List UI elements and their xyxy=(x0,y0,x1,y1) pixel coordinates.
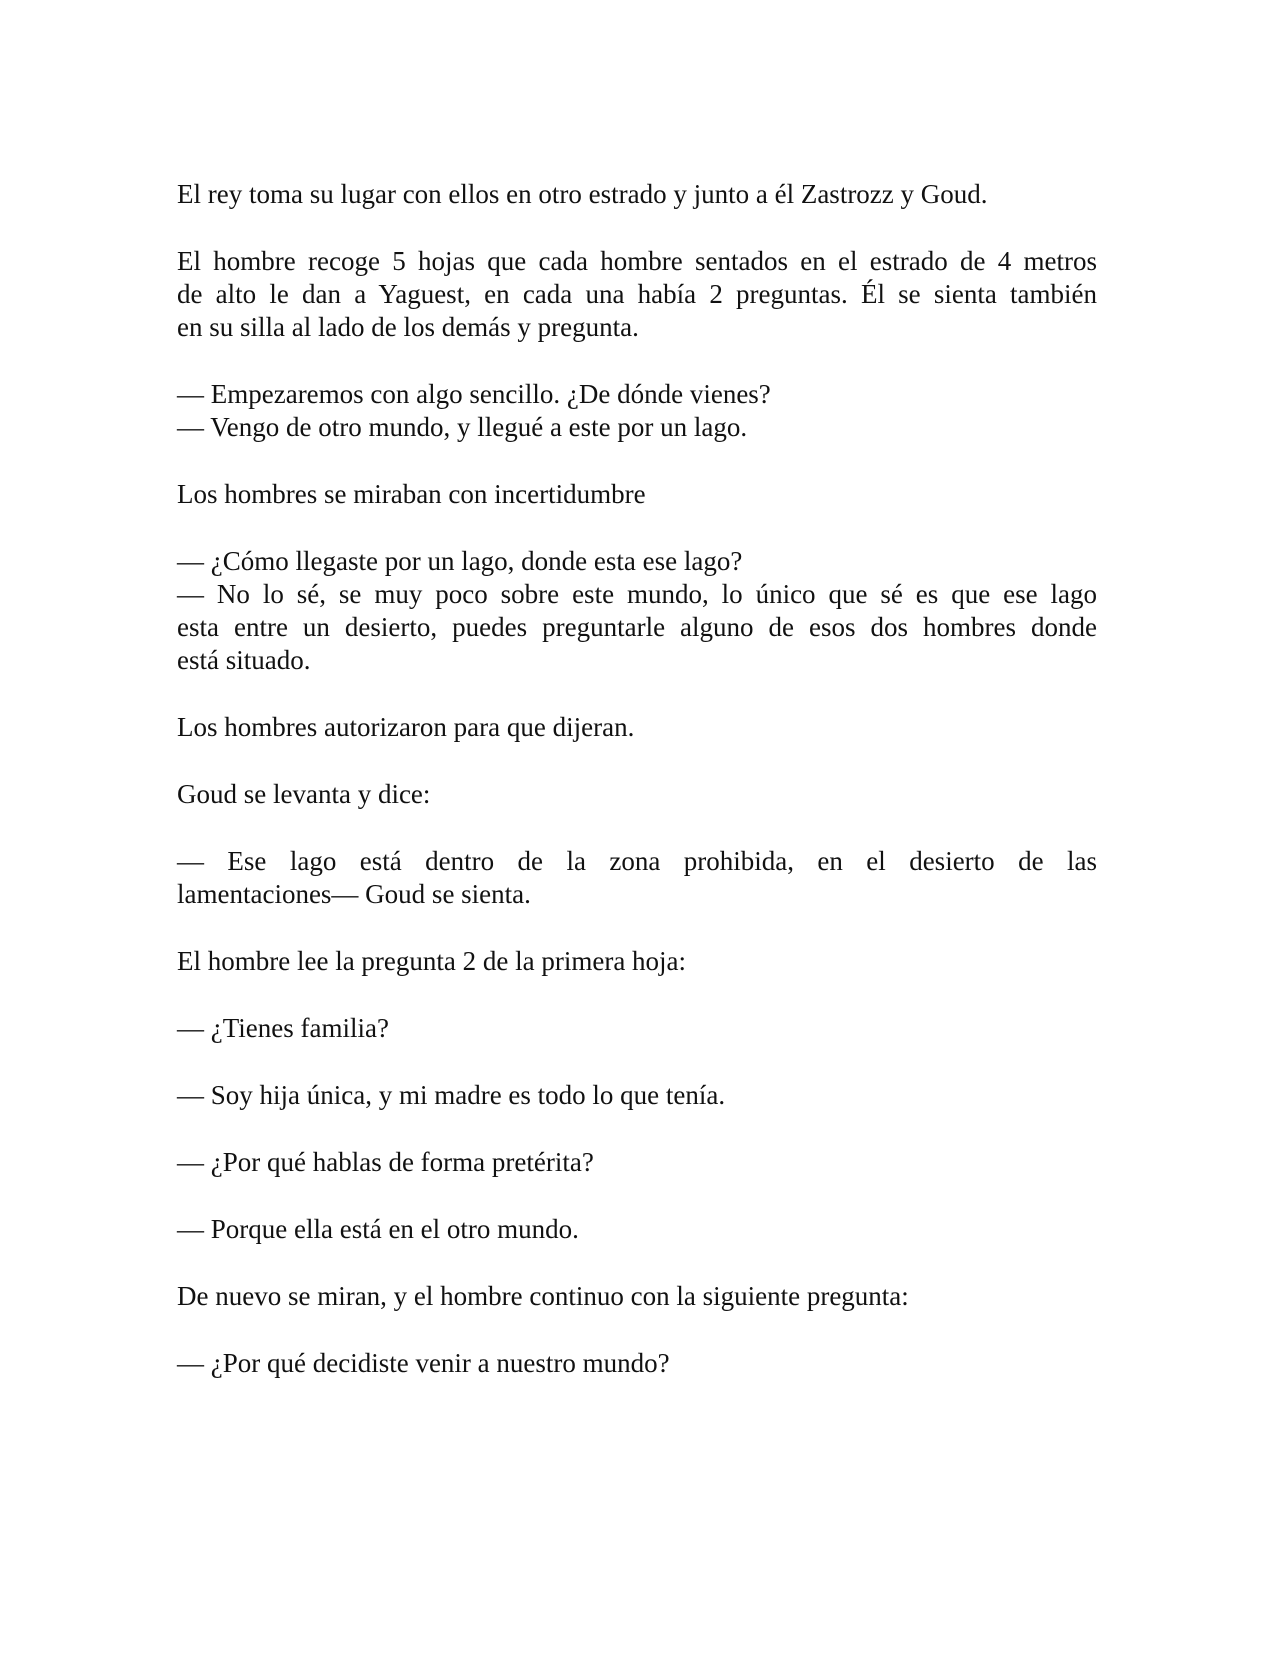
paragraph xyxy=(177,1347,1097,1380)
text-line: El hombre lee la pregunta 2 de la primera hoja: xyxy=(177,946,687,976)
document-body xyxy=(177,178,1097,1414)
paragraph xyxy=(177,1079,1097,1112)
paragraph xyxy=(177,778,1097,811)
text-line: — Porque ella está en el otro mundo. xyxy=(177,1214,579,1244)
paragraph xyxy=(177,1213,1097,1246)
paragraph xyxy=(177,1146,1097,1179)
text-line: — Vengo de otro mundo, y llegué a este por un lago. xyxy=(177,412,748,442)
text-line: Los hombres autorizaron para que dijeran. xyxy=(177,712,635,742)
text-line: — Ese lago está dentro de la zona prohibida, en el desierto de las xyxy=(177,846,1097,876)
paragraph xyxy=(177,378,1097,444)
paragraph xyxy=(177,1280,1097,1313)
paragraph xyxy=(177,845,1097,911)
text-line: — Soy hija única, y mi madre es todo lo que tenía. xyxy=(177,1080,726,1110)
text-line: De nuevo se miran, y el hombre continuo con la siguiente pregunta: xyxy=(177,1281,909,1311)
text-line: — Empezaremos con algo sencillo. ¿De dónde vienes? xyxy=(177,379,771,409)
text-line: en su silla al lado de los demás y pregunta. xyxy=(177,312,639,342)
text-line: — ¿Por qué decidiste venir a nuestro mundo? xyxy=(177,1348,670,1378)
paragraph xyxy=(177,245,1097,344)
paragraph xyxy=(177,178,1097,211)
text-line: de alto le dan a Yaguest, en cada una había 2 preguntas. Él se sienta también xyxy=(177,279,1097,309)
text-line: El hombre recoge 5 hojas que cada hombre sentados en el estrado de 4 metros xyxy=(177,246,1097,276)
text-line: — No lo sé, se muy poco sobre este mundo, lo único que sé es que ese lago xyxy=(177,579,1097,609)
paragraph xyxy=(177,478,1097,511)
paragraph xyxy=(177,711,1097,744)
text-line: está situado. xyxy=(177,645,311,675)
text-line: esta entre un desierto, puedes preguntarle alguno de esos dos hombres donde xyxy=(177,612,1097,642)
paragraph xyxy=(177,545,1097,677)
paragraph xyxy=(177,945,1097,978)
text-line: — ¿Cómo llegaste por un lago, donde esta ese lago? xyxy=(177,546,743,576)
text-line: — ¿Tienes familia? xyxy=(177,1013,389,1043)
text-line: El rey toma su lugar con ellos en otro estrado y junto a él Zastrozz y Goud. xyxy=(177,179,988,209)
paragraph xyxy=(177,1012,1097,1045)
text-line: — ¿Por qué hablas de forma pretérita? xyxy=(177,1147,594,1177)
text-line: Goud se levanta y dice: xyxy=(177,779,431,809)
text-line: Los hombres se miraban con incertidumbre xyxy=(177,479,646,509)
text-line: lamentaciones— Goud se sienta. xyxy=(177,879,531,909)
